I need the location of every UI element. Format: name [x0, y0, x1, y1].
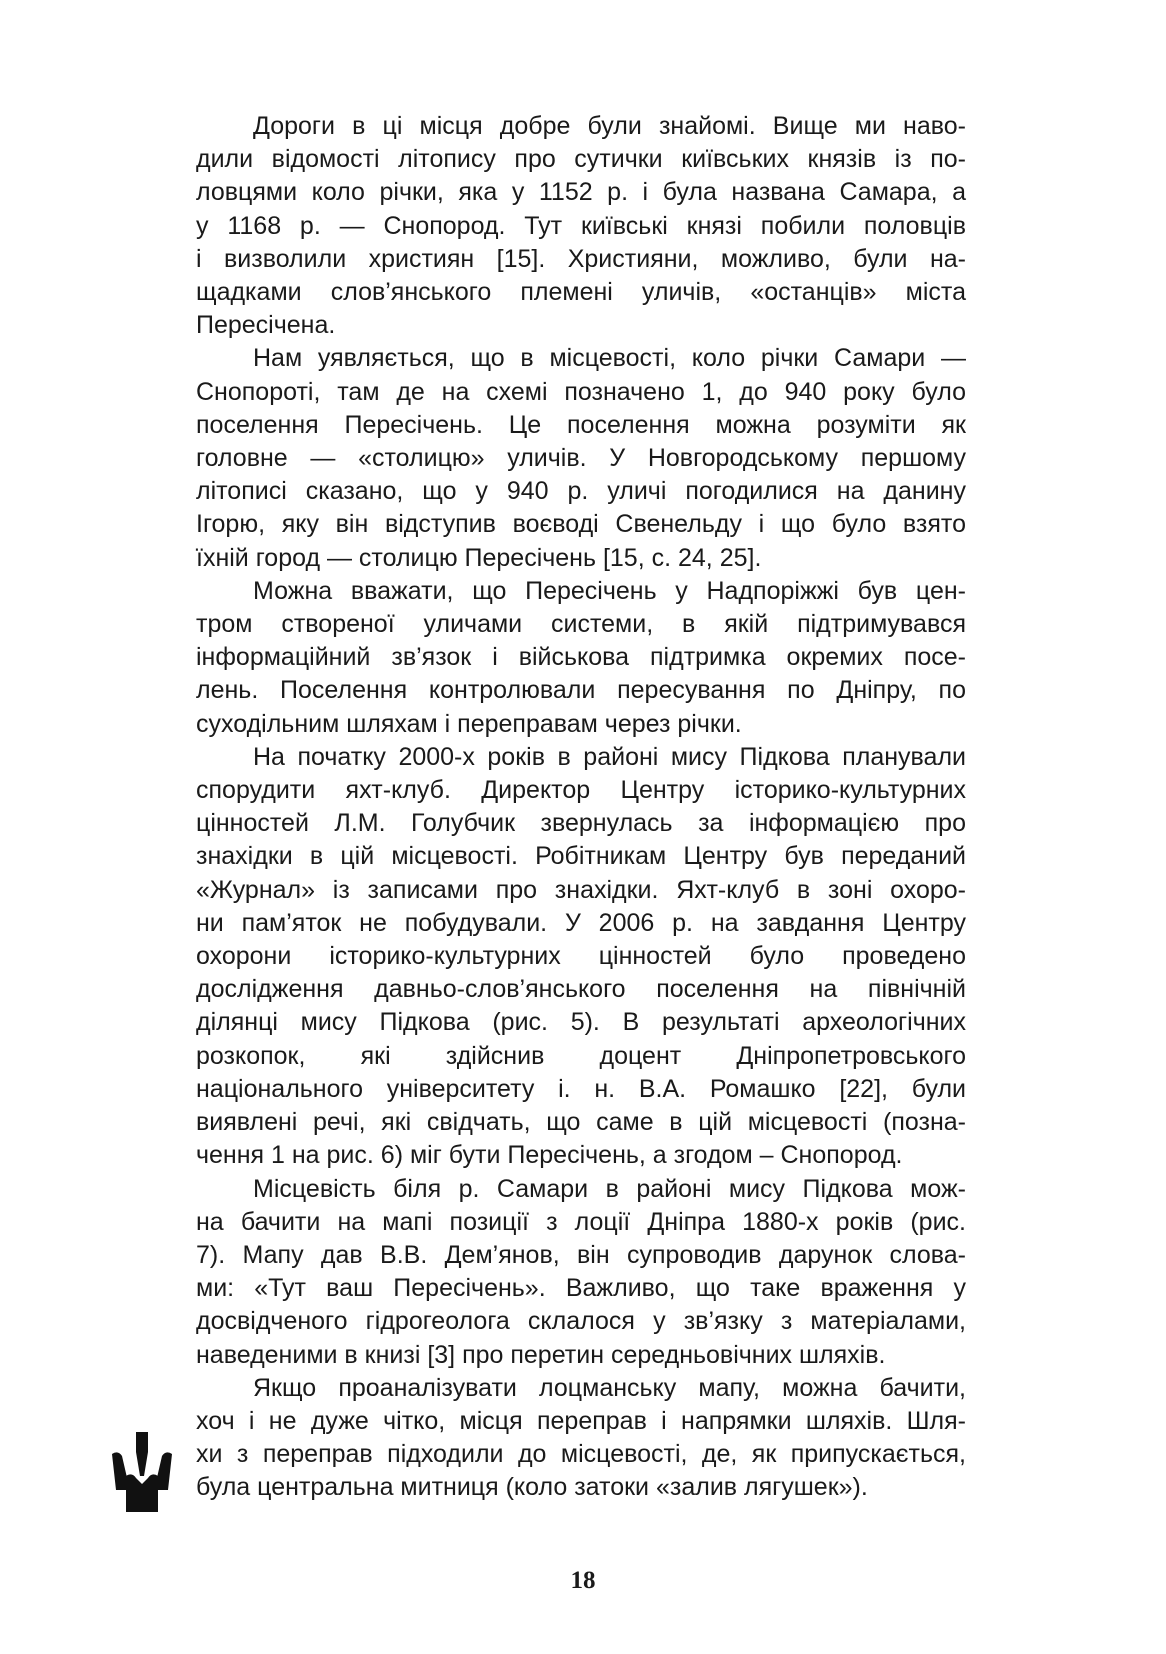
text-line: Якщо проаналізувати лоцманську мапу, можна бачити,: [253, 1373, 966, 1402]
page-number: 18: [570, 1567, 596, 1594]
text-line: поселення Пересічень. Це поселення можна розуміти як: [196, 410, 966, 439]
text-line: ділянці мису Підкова (рис. 5). В результаті археологічних: [196, 1008, 966, 1037]
paragraph: [196, 1173, 966, 1372]
text-line: хи з переправ підходили до місцевості, де, як припускається,: [196, 1440, 966, 1469]
text-line: Дороги в ці місця добре були знайомі. Вище ми наво-: [253, 112, 966, 140]
text-line: Снопороті, там де на схемі позначено 1, до 940 року було: [196, 377, 966, 406]
text-line: національного університету і. н. В.А. Ромашко [22], були: [196, 1074, 966, 1103]
text-line: дили відомості літопису про сутички київських князів із по-: [196, 145, 966, 174]
text-line: спорудити яхт-клуб. Директор Центру історико-культурних: [196, 776, 966, 805]
paragraph: [196, 110, 966, 342]
text-line: знахідки в цій місцевості. Робітникам Центру був переданий: [196, 842, 966, 871]
text-line: інформаційний зв’язок і військова підтримка окремих посе-: [196, 643, 966, 672]
text-line: чення 1 на рис. 6) міг бути Пересічень, а згодом – Снопород.: [196, 1141, 903, 1170]
text-line: виявлені речі, які свідчать, що саме в цій місцевості (позна-: [196, 1108, 966, 1137]
text-line: тром створеної уличами системи, в якій підтримувався: [196, 610, 966, 639]
text-line: охорони історико-культурних цінностей було проведено: [196, 942, 966, 971]
text-line: Нам уявляється, що в місцевості, коло річки Самари —: [253, 344, 966, 373]
text-line: їхній город — столицю Пересічень [15, с. 24, 25].: [196, 543, 762, 572]
text-line: ловцями коло річки, яка у 1152 р. і була названа Самара, а: [196, 178, 966, 207]
text-line: дослідження давньо-слов’янського поселення на північній: [196, 975, 966, 1004]
text-line: наведеними в книзі [3] про перетин середньовічних шляхів.: [196, 1340, 886, 1369]
text-line: 7). Мапу дав В.В. Дем’янов, він супроводив дарунок слова-: [196, 1240, 966, 1269]
text-line: Пересічена.: [196, 311, 336, 340]
text-line: літописі сказано, що у 940 р. уличі погодилися на данину: [196, 477, 966, 506]
text-line: На початку 2000-х років в районі мису Підкова планували: [253, 742, 966, 771]
text-line: щадками слов’янського племені уличів, «останців» міста: [196, 278, 966, 307]
text-line: головне — «столицю» уличів. У Новгородському першому: [196, 444, 966, 473]
paragraph: [196, 342, 966, 574]
text-line: Ігорю, яку він відступив воєводі Свенельду і що було взято: [196, 510, 966, 539]
paragraph: [196, 575, 966, 741]
text-line: суходільним шляхам і переправам через річки.: [196, 709, 742, 738]
text-line: у 1168 р. — Снопород. Тут київські князі побили половців: [196, 211, 966, 240]
text-line: цінностей Л.М. Голубчик звернулась за інформацією про: [196, 809, 966, 838]
text-line: і визволили християн [15]. Християни, можливо, були на-: [196, 244, 966, 273]
paragraph: [196, 1372, 966, 1505]
text-line: хоч і не дуже чітко, місця переправ і напрямки шляхів. Шля-: [196, 1406, 966, 1435]
text-line: ми: «Тут ваш Пересічень». Важливо, що таке враження у: [196, 1274, 966, 1303]
text-line: досвідченого гідрогеолога склалося у зв’язку з матеріалами,: [196, 1307, 966, 1336]
trident-ornament-icon: [112, 1432, 172, 1512]
text-line: ни пам’яток не побудували. У 2006 р. на завдання Центру: [196, 908, 966, 937]
text-line: Можна вважати, що Пересічень у Надпоріжжі був цен-: [253, 576, 966, 605]
paragraph: [196, 741, 966, 1173]
text-line: на бачити на мапі позиції з лоції Дніпра 1880-х років (рис.: [196, 1207, 966, 1236]
text-line: «Журнал» із записами про знахідки. Яхт-клуб в зоні охоро-: [196, 875, 966, 904]
text-line: розкопок, які здійснив доцент Дніпропетровського: [196, 1041, 966, 1070]
body-text: [196, 110, 966, 1505]
text-line: Місцевість біля р. Самари в районі мису Підкова мож-: [253, 1174, 966, 1203]
text-line: була центральна митниця (коло затоки «залив лягушек»).: [196, 1473, 868, 1502]
text-line: лень. Поселення контролювали пересування по Дніпру, по: [196, 676, 966, 705]
